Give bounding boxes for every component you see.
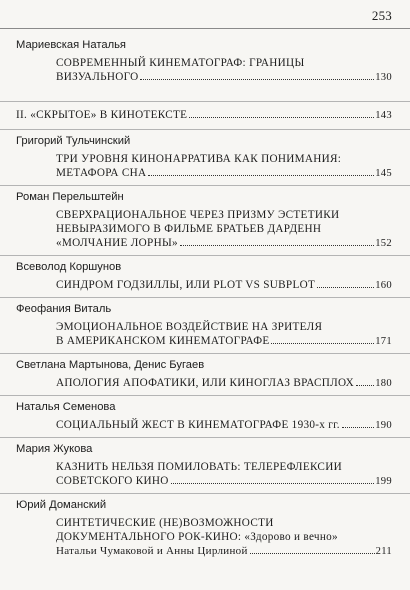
title-line: СИНДРОМ ГОДЗИЛЛЫ, ИЛИ PLOT VS SUBPLOT 160 — [56, 279, 392, 291]
title-line: МЕТАФОРА СНА 145 — [56, 167, 392, 179]
title-line: ВИЗУАЛЬНОГО 130 — [56, 71, 392, 83]
table-of-contents — [0, 34, 410, 559]
leader-dots — [140, 78, 374, 80]
entry-author: Феофания Виталь — [16, 303, 112, 315]
toc-entry[interactable] — [0, 256, 410, 298]
entry-title — [0, 320, 410, 349]
entry-page: 160 — [375, 280, 392, 291]
leader-dots — [342, 426, 374, 428]
entry-title — [0, 278, 410, 293]
title-line: СИНТЕТИЧЕСКИЕ (НЕ)ВОЗМОЖНОСТИ — [56, 517, 274, 529]
toc-entry[interactable] — [0, 396, 410, 438]
entry-page: 171 — [375, 336, 392, 347]
section-heading[interactable] — [0, 108, 410, 130]
entry-author: Наталья Семенова — [16, 401, 116, 413]
entry-title — [0, 208, 410, 251]
title-line: СОВЕТСКОГО КИНО 199 — [56, 475, 392, 487]
leader-dots — [356, 384, 374, 386]
entry-title — [0, 460, 410, 489]
toc-entry[interactable] — [0, 34, 410, 102]
section-title: II. «СКРЫТОЕ» В КИНОТЕКСТЕ — [16, 109, 188, 121]
leader-dots — [317, 286, 374, 288]
entry-title — [0, 516, 410, 559]
toc-entry[interactable] — [0, 494, 410, 559]
title-line: КАЗНИТЬ НЕЛЬЗЯ ПОМИЛОВАТЬ: ТЕЛЕРЕФЛЕКСИИ — [56, 461, 342, 473]
title-line: ТРИ УРОВНЯ КИНОНАРРАТИВА КАК ПОНИМАНИЯ: — [56, 153, 342, 165]
page-number: 253 — [371, 8, 392, 23]
entry-author: Юрий Доманский — [16, 499, 107, 511]
title-line: СОЦИАЛЬНЫЙ ЖЕСТ В КИНЕМАТОГРАФЕ 1930-х гг. 190 — [56, 419, 392, 431]
toc-entry[interactable] — [0, 298, 410, 354]
leader-dots — [148, 174, 374, 176]
entry-page: 130 — [375, 72, 392, 83]
toc-entry[interactable] — [0, 186, 410, 256]
leader-dots — [180, 244, 374, 246]
entry-page: 211 — [375, 546, 392, 557]
entry-page: 190 — [375, 420, 392, 431]
title-line: АПОЛОГИЯ АПОФАТИКИ, ИЛИ КИНОГЛАЗ ВРАСПЛОХ 180 — [56, 377, 392, 389]
title-line: ЭМОЦИОНАЛЬНОЕ ВОЗДЕЙСТВИЕ НА ЗРИТЕЛЯ — [56, 321, 323, 333]
title-line: ДОКУМЕНТАЛЬНОГО РОК-КИНО: «Здорово и вечно» — [56, 531, 338, 543]
toc-entry[interactable] — [0, 438, 410, 494]
leader-dots — [271, 342, 374, 344]
title-line: «МОЛЧАНИЕ ЛОРНЫ» 152 — [56, 237, 392, 249]
entry-page: 180 — [375, 378, 392, 389]
entry-author: Мариевская Наталья — [16, 39, 126, 51]
header-rule — [0, 28, 410, 29]
entry-author: Григорий Тульчинский — [16, 135, 131, 147]
leader-dots — [189, 116, 374, 118]
title-line: НЕВЫРАЗИМОГО В ФИЛЬМЕ БРАТЬЕВ ДАРДЕНН — [56, 223, 322, 235]
entry-page: 145 — [375, 168, 392, 179]
entry-author: Роман Перельштейн — [16, 191, 124, 203]
leader-dots — [171, 482, 375, 484]
toc-entry[interactable] — [0, 354, 410, 396]
title-line: СОВРЕМЕННЫЙ КИНЕМАТОГРАФ: ГРАНИЦЫ — [56, 57, 305, 69]
toc-entry[interactable] — [0, 130, 410, 186]
entry-title — [0, 418, 410, 433]
entry-author: Мария Жукова — [16, 443, 93, 455]
title-line: СВЕРХРАЦИОНАЛЬНОЕ ЧЕРЕЗ ПРИЗМУ ЭСТЕТИКИ — [56, 209, 340, 221]
title-line: В АМЕРИКАНСКОМ КИНЕМАТОГРАФЕ 171 — [56, 335, 392, 347]
entry-title — [0, 56, 410, 85]
separator — [0, 101, 410, 102]
leader-dots — [250, 552, 375, 554]
entry-author: Всеволод Коршунов — [16, 261, 122, 273]
section-page: 143 — [375, 110, 392, 121]
entry-page: 152 — [375, 238, 392, 249]
entry-author: Светлана Мартынова, Денис Бугаев — [16, 359, 205, 371]
entry-title — [0, 376, 410, 391]
entry-page: 199 — [375, 476, 392, 487]
title-line: Натальи Чумаковой и Анны Цирлиной 211 — [56, 545, 392, 557]
entry-title — [0, 152, 410, 181]
